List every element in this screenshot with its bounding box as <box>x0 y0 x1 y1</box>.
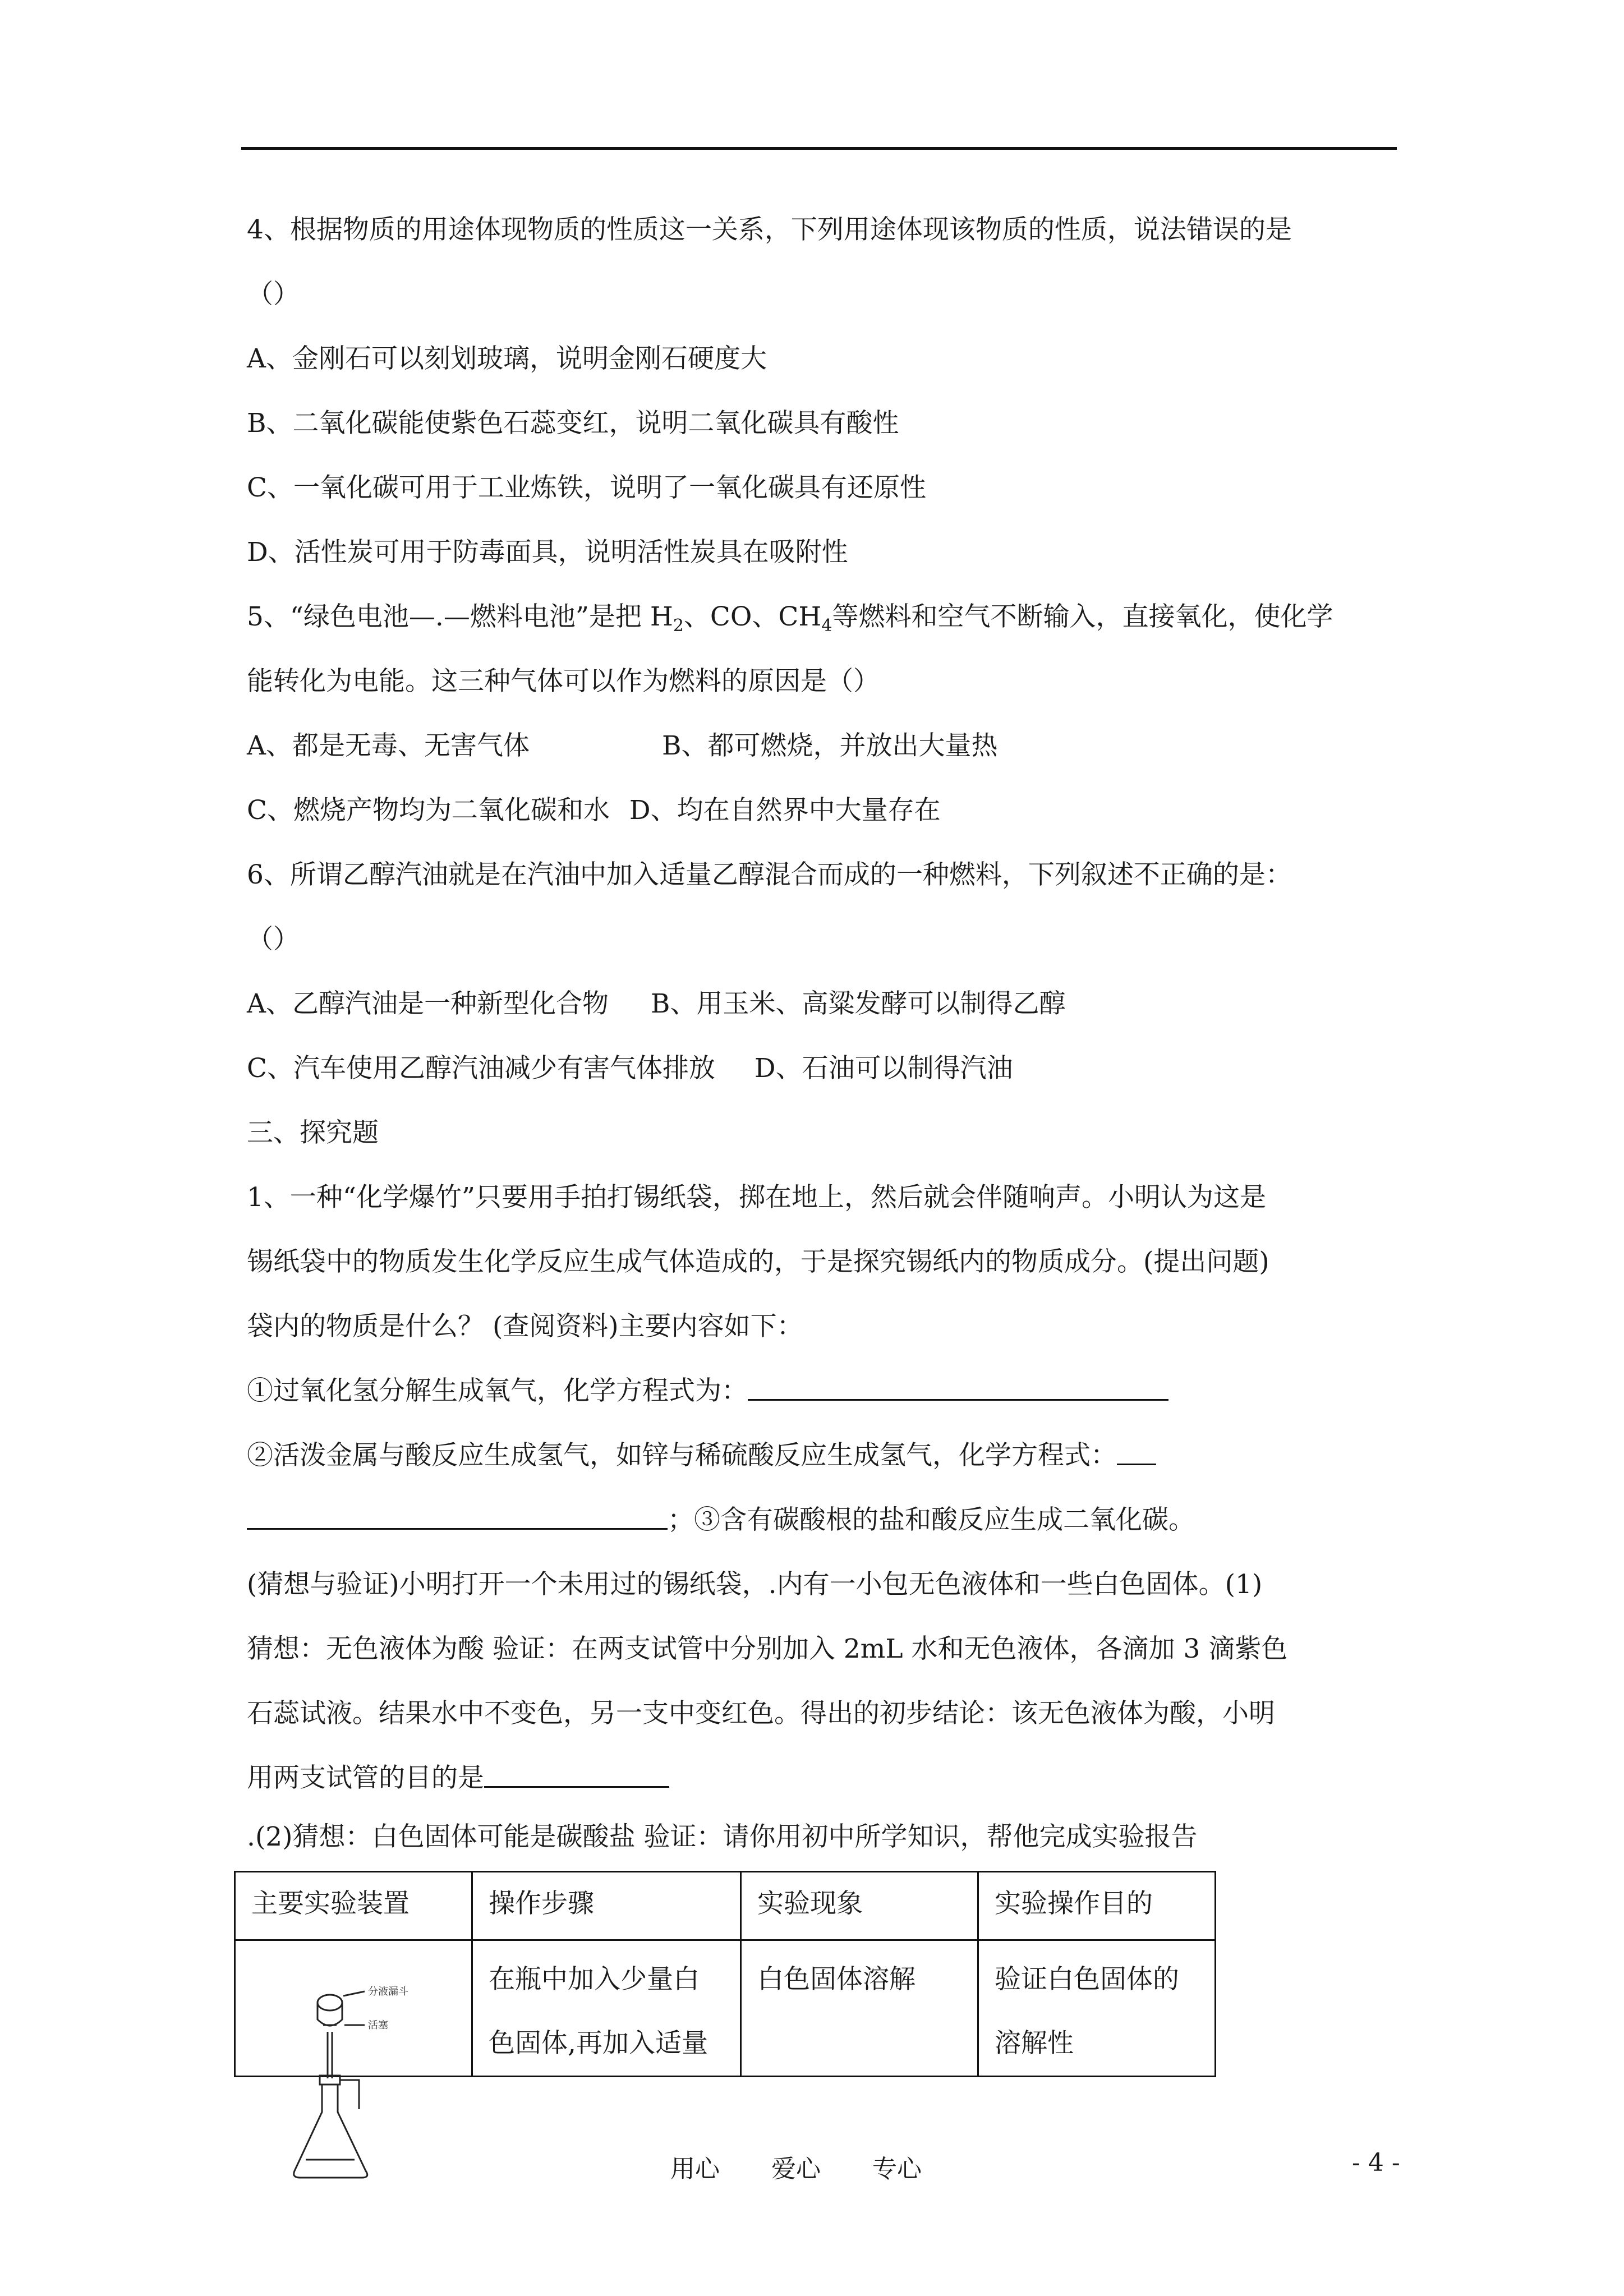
flask-apparatus-image <box>280 1980 449 2188</box>
reference-item-2-cont: ；③含有碳酸根的盐和酸反应生成二氧化碳。 <box>247 1503 1195 1537</box>
q4-option-b: B、二氧化碳能使紫色石蕊变红，说明二氧化碳具有酸性 <box>247 408 899 439</box>
q6-paren: （） <box>247 924 300 955</box>
answer-blank-1[interactable] <box>748 1374 1168 1401</box>
reference-item-2: ②活泼金属与酸反应生成氢气，如锌与稀硫酸反应生成氢气，化学方程式： <box>247 1439 1156 1473</box>
inquiry-para-line3: 袋内的物质是什么？ (查阅资料)主要内容如下： <box>247 1311 803 1342</box>
q6-option-b: B、用玉米、高粱发酵可以制得乙醇 <box>650 988 1066 1019</box>
purpose-cell: 验证白色固体的 溶解性 <box>978 1940 1216 2077</box>
footer-motto-1: 用心 <box>670 2155 720 2183</box>
hypothesis-line2: 猜想：无色液体为酸 验证：在两支试管中分别加入 2mL 水和无色液体，各滴加 3 滴紫色 <box>247 1634 1288 1664</box>
steps-cell: 在瓶中加入少量白 色固体,再加入适量 <box>472 1940 741 2077</box>
q5-option-b: B、都可燃烧，并放出大量热 <box>662 730 998 761</box>
reference-item-1: ①过氧化氢分解生成氧气，化学方程式为： <box>247 1374 1168 1408</box>
footer-motto-2: 爱心 <box>771 2155 821 2183</box>
table-header-cell: 主要实验装置 <box>235 1872 472 1940</box>
table-header-cell: 实验操作目的 <box>978 1872 1216 1940</box>
table-header-row <box>235 1872 1216 1940</box>
q5-option-a: A、都是无毒、无害气体 <box>247 730 530 761</box>
inquiry-para-line2: 锡纸袋中的物质发生化学反应生成气体造成的，于是探究锡纸内的物质成分。(提出问题) <box>247 1246 1269 1277</box>
header-rule <box>241 147 1397 150</box>
answer-blank-2b[interactable] <box>247 1503 668 1530</box>
q4-paren: （） <box>247 279 300 310</box>
q4-option-d: D、活性炭可用于防毒面具，说明活性炭具在吸附性 <box>247 537 848 568</box>
q6-stem: 6、所谓乙醇汽油就是在汽油中加入适量乙醇混合而成的一种燃料，下列叙述不正确的是： <box>247 859 1292 890</box>
section-heading: 三、探究题 <box>247 1117 379 1148</box>
hypothesis-line5: .(2)猜想：白色固体可能是碳酸盐 验证：请你用初中所学知识，帮他完成实验报告 <box>247 1821 1198 1852</box>
table-header-cell: 操作步骤 <box>472 1872 741 1940</box>
q6-option-d: D、石油可以制得汽油 <box>754 1053 1013 1084</box>
q5-options-ab <box>247 729 1369 763</box>
q5-stem-line2: 能转化为电能。这三种气体可以作为燃料的原因是（） <box>247 666 880 697</box>
inquiry-para-line1: 1、一种“化学爆竹”只要用手拍打锡纸袋，掷在地上，然后就会伴随响声。小明认为这是 <box>247 1182 1266 1213</box>
apparatus-label-funnel: 分液漏斗 <box>368 1986 408 1998</box>
answer-blank-3[interactable] <box>484 1761 669 1788</box>
table-header-cell: 实验现象 <box>741 1872 978 1940</box>
q5-stem-line1: 5、“绿色电池—.—燃料电池”是把 $H_2$、CO、$CH_4$等燃料和空气不断输入，直接氧化，使化学 <box>247 601 1333 636</box>
q5-option-d: D、均在自然界中大量存在 <box>629 795 941 826</box>
q6-option-a: A、乙醇汽油是一种新型化合物 <box>247 988 609 1019</box>
footer-motto-3: 专心 <box>872 2155 922 2183</box>
apparatus-label-stopcock: 活塞 <box>368 2019 388 2031</box>
hypothesis-line4: 用两支试管的目的是 <box>247 1761 669 1795</box>
q4-option-a: A、金刚石可以刻划玻璃，说明金刚石硬度大 <box>247 343 767 374</box>
hypothesis-line1: (猜想与验证)小明打开一个未用过的锡纸袋，.内有一小包无色液体和一些白色固体。(1) <box>247 1569 1263 1600</box>
page-number: - 4 - <box>1352 2148 1400 2177</box>
hypothesis-line3: 石蕊试液。结果水中不变色，另一支中变红色。得出的初步结论：该无色液体为酸，小明 <box>247 1698 1275 1729</box>
answer-blank-2a[interactable] <box>1117 1439 1156 1465</box>
q5-option-c: C、燃烧产物均为二氧化碳和水 <box>247 795 610 826</box>
q4-stem: 4、根据物质的用途体现物质的性质这一关系，下列用途体现该物质的性质，说法错误的是 <box>247 214 1292 245</box>
q4-option-c: C、一氧化碳可用于工业炼铁，说明了一氧化碳具有还原性 <box>247 472 926 503</box>
q5-options-cd <box>247 794 941 827</box>
phenomenon-cell: 白色固体溶解 <box>741 1940 978 2077</box>
q6-option-c: C、汽车使用乙醇汽油减少有害气体排放 <box>247 1053 715 1084</box>
q6-options-ab <box>247 987 1065 1021</box>
q6-options-cd <box>247 1052 1013 1085</box>
